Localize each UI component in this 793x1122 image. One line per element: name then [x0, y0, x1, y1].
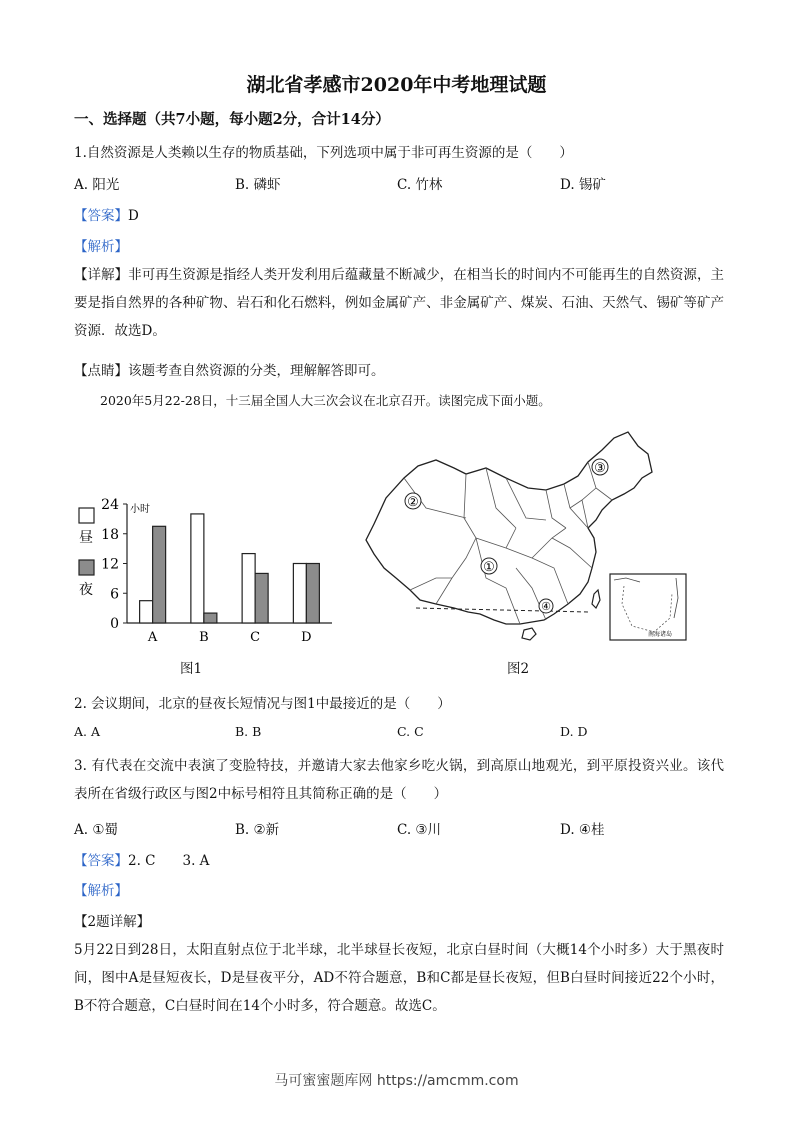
x-tick-label: D — [301, 630, 312, 645]
q3-analysis-label: 【解析】 — [74, 883, 128, 899]
q3-option-d: D. ④桂 — [560, 822, 605, 838]
q2-option-c: C. C — [397, 724, 424, 739]
q3-stem: 3. 有代表在交流中表演了变脸特技，并邀请大家去他家乡吃火锅，到高原山地观光，到平原投资兴业。该代表所在省级行政区与图2中标号相符且其简称正确的是（ ） — [74, 758, 724, 802]
taiwan-island — [592, 590, 600, 608]
day-night-bar-chart — [70, 488, 350, 678]
map-label-3: ③ — [594, 461, 606, 476]
map-label-1: ① — [483, 560, 495, 575]
q1-option-d: D. 锡矿 — [560, 177, 606, 193]
map-label-4: ④ — [541, 600, 551, 613]
bar-day-b — [191, 514, 204, 623]
y-tick-label: 12 — [101, 556, 119, 573]
detail-label: 【详解】 — [74, 267, 129, 283]
bar-day-a — [140, 601, 153, 623]
answer-value: 2. C 3. A — [128, 853, 210, 869]
bar-night-a — [153, 526, 166, 623]
q1-analysis-label: 【解析】 — [74, 239, 128, 255]
q1-answer — [74, 204, 139, 224]
q2-option-a: A. A — [74, 724, 101, 739]
comment-label: 【点睛】 — [74, 363, 128, 379]
fig1-caption: 图1 — [180, 661, 203, 677]
q3-option-c: C. ③川 — [397, 822, 442, 838]
y-tick-label: 18 — [101, 526, 119, 543]
q2-detail-label: 【2题详解】 — [74, 914, 151, 930]
bar-day-d — [293, 564, 306, 624]
q1-option-a: A. 阳光 — [74, 177, 120, 193]
q2-option-b: B. B — [235, 724, 262, 739]
intro-text: 2020年5月22-28日，十三届全国人大三次会议在北京召开。读图完成下面小题。 — [100, 393, 551, 408]
y-tick-label: 24 — [101, 497, 119, 513]
q2-detail-text: 5月22日到28日，太阳直射点位于北半球，北半球昼长夜短，北京白昼时间（大概14个小时多）大于黑夜时间，图中A是昼短夜长，D是昼夜平分，AD不符合题意，B和C都是昼长夜短，但B白昼时间接近22个小时，B不符合题意，C白昼时间在14个小时多，符合题意。故选C。 — [74, 942, 724, 1014]
legend-day-swatch — [79, 508, 94, 523]
bar-night-c — [255, 573, 268, 623]
answer-label: 【答案】 — [74, 853, 128, 869]
legend-day-label: 昼 — [79, 530, 93, 546]
china-map — [356, 428, 696, 650]
y-tick-label: 6 — [110, 586, 119, 603]
q3-option-b: B. ②新 — [235, 822, 280, 838]
q1-comment — [74, 359, 385, 379]
q2-stem: 2. 会议期间，北京的昼夜长短情况与图1中最接近的是（ ） — [74, 696, 451, 712]
q1-detail — [74, 261, 724, 345]
detail-text: 非可再生资源是指经人类开发利用后蕴藏量不断减少，在相当长的时间内不可能再生的自然资源，主要是指自然界的各种矿物、岩石和化石燃料，例如金属矿产、非金属矿产、煤炭、石油、天然气、锡矿等矿产资源．故选D。 — [74, 267, 725, 339]
x-tick-label: A — [147, 630, 158, 645]
answer-label: 【答案】 — [74, 208, 128, 224]
q1-option-c: C. 竹林 — [397, 177, 443, 193]
hainan-island — [522, 628, 536, 640]
fig2-caption: 图2 — [507, 661, 530, 677]
legend-night-swatch — [79, 560, 94, 575]
map-label-2: ② — [407, 495, 419, 510]
q1-option-b: B. 磷虾 — [235, 177, 281, 193]
comment-text: 该题考查自然资源的分类，理解解答即可。 — [128, 363, 385, 379]
footer-watermark: 马可蜜蜜题库网 https://amcmm.com — [274, 1073, 519, 1089]
inset-label: 南海诸岛 — [647, 631, 673, 638]
q1-stem: 1.自然资源是人类赖以生存的物质基础，下列选项中属于非可再生资源的是（ ） — [74, 145, 573, 161]
x-tick-label: C — [250, 630, 261, 645]
page-title: 湖北省孝感市2020年中考地理试题 — [246, 74, 547, 96]
answer-value: D — [128, 208, 139, 224]
bar-day-c — [242, 554, 255, 623]
q2-option-d: D. D — [560, 724, 588, 739]
x-tick-label: B — [199, 630, 209, 645]
bar-night-d — [306, 564, 319, 624]
bar-night-b — [204, 613, 217, 623]
q3-answer — [74, 849, 209, 869]
y-unit-label: 小时 — [130, 504, 150, 515]
legend-night-label: 夜 — [79, 582, 93, 598]
section-heading: 一、选择题（共7小题，每小题2分，合计14分） — [74, 111, 390, 128]
y-tick-label: 0 — [110, 616, 119, 632]
q3-option-a: A. ①蜀 — [74, 822, 118, 838]
